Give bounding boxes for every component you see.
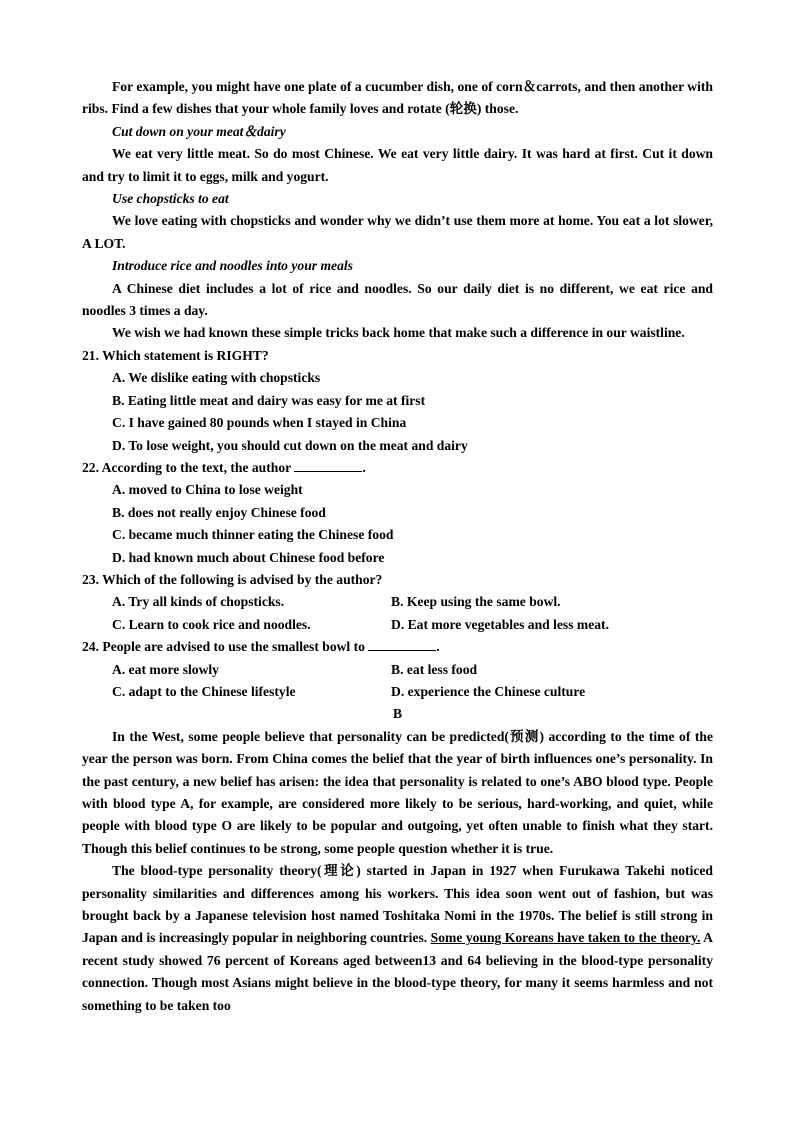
- option-c: C. Learn to cook rice and noodles.: [112, 616, 311, 632]
- option-row: [82, 614, 713, 636]
- document-page: [82, 76, 713, 1017]
- underlined-sentence: Some young Koreans have taken to the theory.: [430, 930, 701, 946]
- option-row: [82, 659, 713, 681]
- question-21: [82, 345, 713, 457]
- paragraph: The blood-type personality theory(理论) started in Japan in 1927 when Furukawa Takehi noticed personality similarities and differences among his workers. This idea soon went out of fashion, but was brought back by a Japanese television host named Toshitaka Nomi in the 1970s. The belief is still strong in Japan and is increasingly popular in neighboring countries. Some young Koreans have taken to the theory. A recent study showed 76 percent of Koreans aged between13 and 64 believing in the blood-type personality connection. Though most Asians might believe in the blood-type theory, for many it seems harmless and not something to be taken too: [82, 863, 714, 1013]
- question-stem: 22. According to the text, the author .: [82, 457, 713, 479]
- option-b: B. does not really enjoy Chinese food: [112, 504, 326, 520]
- passage-title: B: [392, 706, 403, 722]
- option-a: A. Try all kinds of chopsticks.: [112, 594, 285, 610]
- option-d: D. had known much about Chinese food before: [112, 549, 385, 565]
- answer-blank: [368, 636, 436, 651]
- option-c: C. became much thinner eating the Chinese food: [112, 527, 394, 543]
- option-a: A. moved to China to lose weight: [112, 482, 303, 498]
- option-a: A. eat more slowly: [112, 661, 219, 677]
- option-d: D. experience the Chinese culture: [391, 683, 586, 699]
- paragraph: We eat very little meat. So do most Chinese. We eat very little dairy. It was hard at first. Cut it down and try to limit it to eggs, milk and yogurt.: [82, 146, 713, 184]
- question-stem: 21. Which statement is RIGHT?: [82, 347, 269, 363]
- option-row: [82, 591, 713, 613]
- paragraph: We love eating with chopsticks and wonder why we didn’t use them more at home. You eat a lot slower, A LOT.: [82, 213, 713, 251]
- option-a: A. We dislike eating with chopsticks: [112, 370, 321, 386]
- section-heading: Use chopsticks to eat: [112, 191, 229, 207]
- paragraph: For example, you might have one plate of a cucumber dish, one of corn＆carrots, and then another with ribs. Find a few dishes that your whole family loves and rotate (轮换) those.: [82, 79, 713, 117]
- option-row: [82, 681, 713, 703]
- question-23: [82, 569, 713, 636]
- section-heading: Introduce rice and noodles into your meals: [112, 258, 353, 274]
- option-c: C. adapt to the Chinese lifestyle: [112, 683, 296, 699]
- option-d: D. Eat more vegetables and less meat.: [391, 616, 609, 632]
- paragraph: A Chinese diet includes a lot of rice and noodles. So our daily diet is no different, we eat rice and noodles 3 times a day.: [82, 280, 713, 319]
- option-d: D. To lose weight, you should cut down on the meat and dairy: [112, 437, 468, 453]
- option-b: B. Eating little meat and dairy was easy for me at first: [112, 392, 426, 408]
- answer-blank: [294, 457, 362, 472]
- option-b: B. Keep using the same bowl.: [391, 594, 561, 610]
- paragraph: We wish we had known these simple tricks back home that make such a difference in our waistline.: [112, 325, 685, 341]
- question-24: [82, 636, 713, 703]
- option-c: C. I have gained 80 pounds when I stayed in China: [112, 415, 407, 431]
- question-stem: 24. People are advised to use the smallest bowl to .: [82, 636, 713, 658]
- section-heading: Cut down on your meat＆dairy: [112, 123, 286, 139]
- question-stem: 23. Which of the following is advised by the author?: [82, 571, 383, 587]
- paragraph: In the West, some people believe that personality can be predicted(预测) according to the time of the year the person was born. From China comes the belief that the year of birth influences one’s personality. In the past century, a new belief has arisen: the idea that personality is related to one’s ABO blood type. People with blood type A, for example, are considered more likely to be serious, hard-working, and quiet, while people with blood type O are likely to be popular and outgoing, yet often unable to finish what they start. Though this belief continues to be strong, some people question whether it is true.: [82, 728, 713, 856]
- option-b: B. eat less food: [391, 661, 478, 677]
- question-22: [82, 457, 713, 569]
